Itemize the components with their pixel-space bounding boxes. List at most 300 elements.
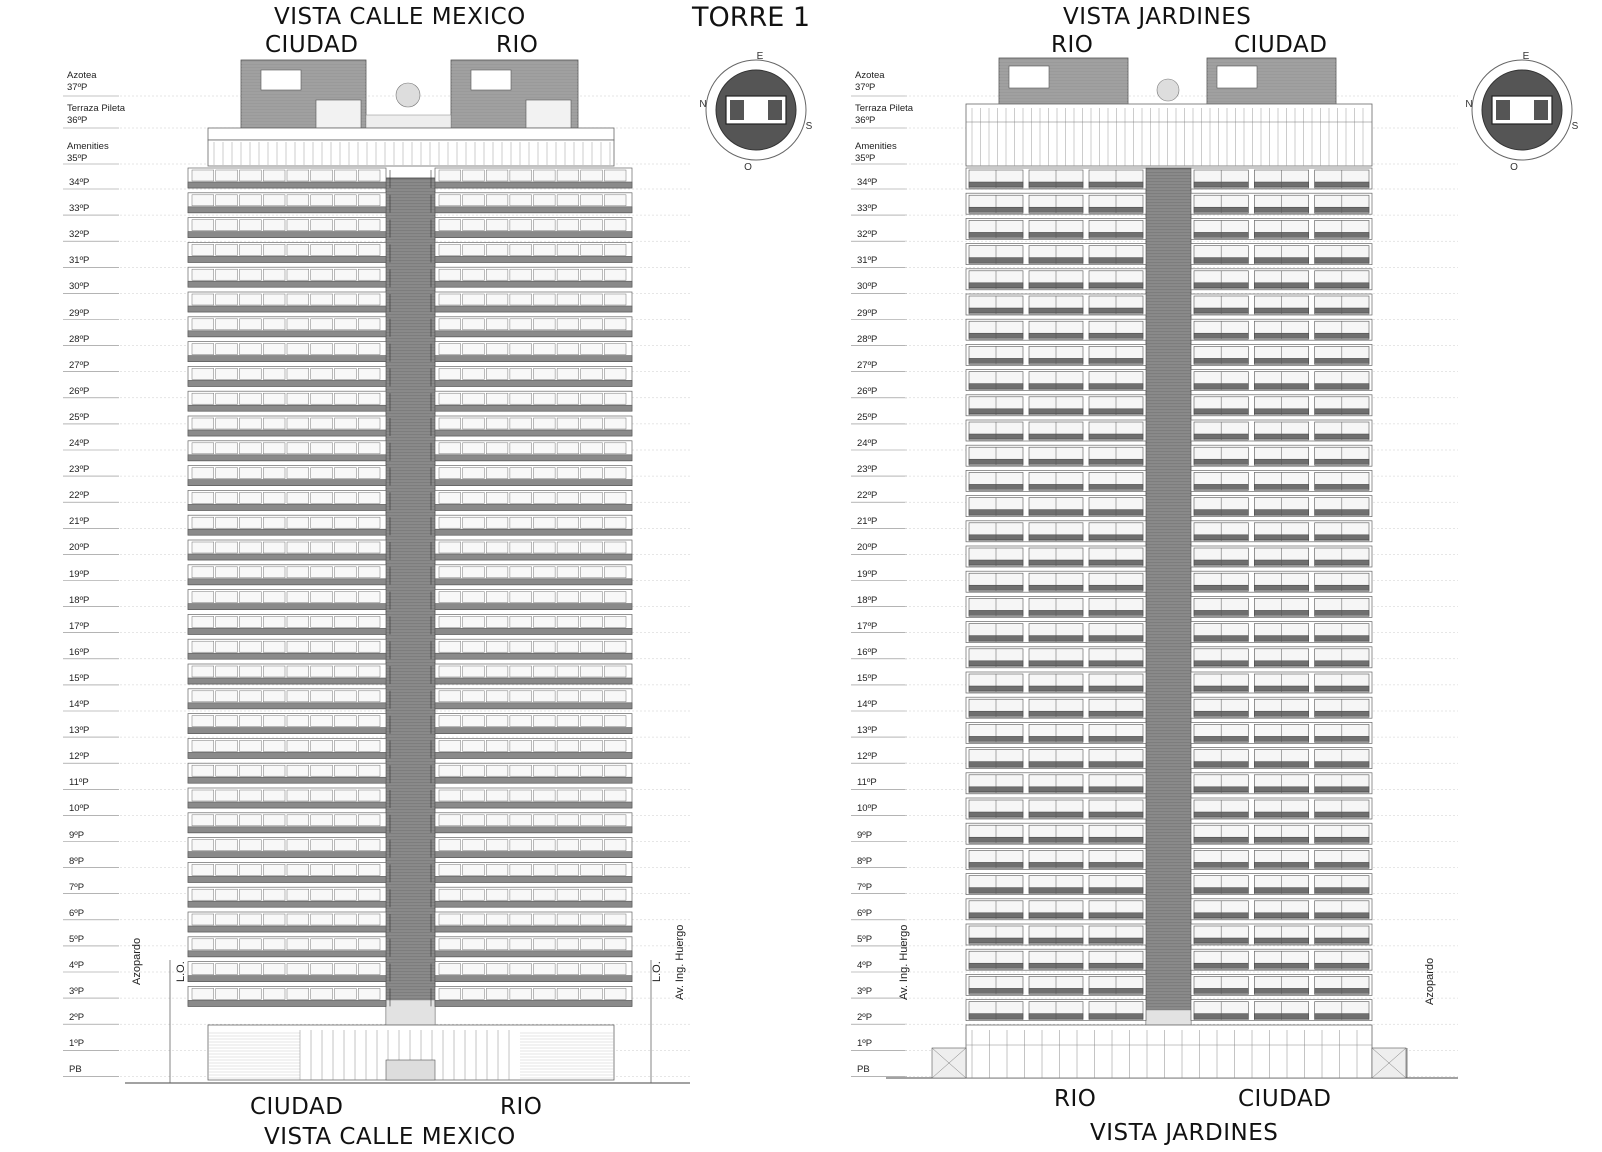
left-window <box>358 393 380 404</box>
left-window <box>581 517 603 528</box>
left-window <box>287 716 309 727</box>
left-window <box>311 170 333 181</box>
left-floor-label: 11ºP <box>69 777 89 789</box>
left-floor-label: 10ºP <box>69 803 90 815</box>
left-balcony-slab <box>188 331 386 337</box>
left-window <box>263 964 285 975</box>
left-window <box>263 914 285 925</box>
left-window <box>557 815 579 826</box>
left-balcony-slab <box>435 728 632 734</box>
left-window <box>534 914 556 925</box>
left-balcony-slab <box>188 182 386 188</box>
left-window <box>604 244 626 255</box>
left-balcony-slab <box>435 207 632 213</box>
left-window <box>534 220 556 231</box>
left-floor-label: 32ºP <box>69 229 90 241</box>
left-window <box>557 765 579 776</box>
right-floor-label: 29ºP <box>857 307 878 319</box>
left-window <box>463 542 485 553</box>
left-window <box>439 195 461 206</box>
left-window <box>216 889 238 900</box>
left-window <box>192 269 214 280</box>
left-window <box>510 666 532 677</box>
left-balcony-slab <box>188 951 386 957</box>
left-window <box>287 840 309 851</box>
left-window <box>358 964 380 975</box>
right-floor-label: 18ºP <box>857 594 878 606</box>
left-street-west: Azopardo <box>131 937 143 985</box>
right-top-side-a: RIO <box>1051 32 1094 58</box>
left-balcony-slab <box>188 207 386 213</box>
left-window <box>557 492 579 503</box>
left-window <box>534 393 556 404</box>
right-core-shaft <box>1146 168 1191 1053</box>
left-window <box>311 344 333 355</box>
left-balcony-slab <box>435 579 632 585</box>
left-compass-e: E <box>756 51 764 62</box>
left-window <box>486 939 508 950</box>
left-lo-mark-east: L.O. <box>651 961 663 982</box>
left-window <box>240 244 262 255</box>
left-balcony-slab <box>435 827 632 833</box>
right-floor-label: 32ºP <box>857 229 878 241</box>
left-window <box>510 244 532 255</box>
left-window <box>604 468 626 479</box>
left-window <box>287 790 309 801</box>
right-floor-label: 3ºP <box>857 986 873 998</box>
left-window <box>311 244 333 255</box>
left-window <box>557 195 579 206</box>
left-window <box>311 740 333 751</box>
left-window <box>557 468 579 479</box>
left-window <box>463 344 485 355</box>
left-window <box>581 815 603 826</box>
left-window <box>604 864 626 875</box>
left-window <box>534 666 556 677</box>
left-window <box>192 170 214 181</box>
right-core-base <box>1146 1010 1191 1025</box>
left-window <box>439 418 461 429</box>
left-window <box>358 840 380 851</box>
left-window <box>240 889 262 900</box>
left-window <box>263 889 285 900</box>
left-window <box>557 244 579 255</box>
left-window <box>263 344 285 355</box>
left-window <box>335 468 357 479</box>
left-window <box>604 716 626 727</box>
left-balcony-slab <box>188 852 386 858</box>
left-roof-door <box>526 100 571 128</box>
left-window <box>486 691 508 702</box>
left-floor-label: 24ºP <box>69 438 90 449</box>
left-window <box>439 964 461 975</box>
left-window <box>287 368 309 379</box>
left-floor-label: 15ºP <box>69 672 90 684</box>
left-window <box>335 666 357 677</box>
left-window <box>287 815 309 826</box>
left-balcony-slab <box>435 480 632 486</box>
left-window <box>581 418 603 429</box>
left-window <box>439 592 461 603</box>
left-balcony-slab <box>435 232 632 238</box>
left-window <box>192 443 214 454</box>
left-balcony-slab <box>435 504 632 510</box>
left-window <box>287 244 309 255</box>
left-window <box>335 517 357 528</box>
left-window <box>335 492 357 503</box>
left-window <box>358 468 380 479</box>
left-balcony-slab <box>188 529 386 535</box>
left-window <box>510 443 532 454</box>
left-balcony-slab <box>188 703 386 709</box>
left-window <box>311 988 333 999</box>
right-level-name: Azotea <box>855 70 885 81</box>
left-window <box>358 294 380 305</box>
left-window <box>287 195 309 206</box>
left-window <box>335 244 357 255</box>
left-window <box>192 691 214 702</box>
left-window <box>311 393 333 404</box>
left-floor-label: 26ºP <box>69 385 90 397</box>
left-window <box>463 319 485 330</box>
left-window <box>510 170 532 181</box>
left-window <box>263 368 285 379</box>
left-window <box>192 914 214 925</box>
left-window <box>534 790 556 801</box>
left-window <box>557 294 579 305</box>
left-window <box>335 418 357 429</box>
left-window <box>557 840 579 851</box>
left-window <box>510 988 532 999</box>
left-window <box>216 716 238 727</box>
left-window <box>604 889 626 900</box>
left-window <box>335 815 357 826</box>
left-window <box>486 666 508 677</box>
left-window <box>510 641 532 652</box>
left-top-side-b: RIO <box>496 32 539 58</box>
right-floor-label: 20ºP <box>857 542 878 554</box>
sheet-title: TORRE 1 <box>692 2 811 33</box>
left-floor-label: 25ºP <box>69 411 90 423</box>
left-window <box>557 443 579 454</box>
left-view-title-top: VISTA CALLE MEXICO <box>274 4 526 30</box>
left-window <box>358 864 380 875</box>
left-window <box>486 319 508 330</box>
left-window <box>358 418 380 429</box>
left-window <box>604 964 626 975</box>
left-window <box>510 195 532 206</box>
left-balcony-slab <box>435 256 632 262</box>
left-window <box>287 641 309 652</box>
right-compass-plan-block <box>1496 100 1510 120</box>
left-window <box>216 765 238 776</box>
left-window <box>311 691 333 702</box>
left-window <box>358 592 380 603</box>
left-floor-label: 23ºP <box>69 464 90 476</box>
left-window <box>335 988 357 999</box>
left-level-floor: 35ºP <box>67 153 88 164</box>
left-window <box>240 939 262 950</box>
left-window <box>192 542 214 553</box>
left-window <box>263 988 285 999</box>
left-window <box>263 244 285 255</box>
left-window <box>216 393 238 404</box>
left-balcony-slab <box>188 430 386 436</box>
left-window <box>311 765 333 776</box>
left-window <box>463 964 485 975</box>
left-floor-label: 28ºP <box>69 333 90 345</box>
left-window <box>557 616 579 627</box>
left-window <box>216 616 238 627</box>
right-tower-elevation <box>886 58 1458 1078</box>
left-window <box>534 815 556 826</box>
left-window <box>463 244 485 255</box>
left-window <box>240 988 262 999</box>
left-window <box>240 170 262 181</box>
left-balcony-slab <box>188 926 386 932</box>
left-floor-label: 9ºP <box>69 829 85 841</box>
right-floor-label: 13ºP <box>857 725 878 737</box>
left-window <box>240 765 262 776</box>
left-window <box>534 492 556 503</box>
left-window <box>287 294 309 305</box>
left-window <box>311 815 333 826</box>
left-balcony-slab <box>188 777 386 783</box>
right-floor-label: 34ºP <box>857 177 878 188</box>
left-window <box>463 914 485 925</box>
left-balcony-slab <box>435 777 632 783</box>
left-floor-label: 6ºP <box>69 907 85 919</box>
left-window <box>604 567 626 578</box>
left-window <box>192 864 214 875</box>
right-floor-label: 24ºP <box>857 438 878 449</box>
left-window <box>463 790 485 801</box>
left-floor-label: 33ºP <box>69 203 90 215</box>
left-window <box>311 269 333 280</box>
left-window <box>335 195 357 206</box>
left-window <box>439 269 461 280</box>
left-window <box>557 964 579 975</box>
left-window <box>263 195 285 206</box>
left-window <box>287 468 309 479</box>
left-floor-label: 4ºP <box>69 960 85 971</box>
left-window <box>335 790 357 801</box>
left-window <box>335 567 357 578</box>
left-window <box>192 815 214 826</box>
left-window <box>439 443 461 454</box>
left-window <box>534 294 556 305</box>
left-window <box>510 616 532 627</box>
left-window <box>192 939 214 950</box>
left-window <box>358 195 380 206</box>
left-window <box>263 468 285 479</box>
left-window <box>263 939 285 950</box>
left-window <box>510 567 532 578</box>
left-window <box>335 914 357 925</box>
left-window <box>581 964 603 975</box>
left-window <box>216 220 238 231</box>
left-window <box>358 765 380 776</box>
left-window <box>486 294 508 305</box>
left-window <box>510 939 532 950</box>
left-window <box>439 170 461 181</box>
left-window <box>534 368 556 379</box>
left-level-name: Amenities <box>67 141 109 152</box>
left-window <box>557 740 579 751</box>
left-window <box>335 220 357 231</box>
left-window <box>604 691 626 702</box>
left-balcony-slab <box>435 678 632 684</box>
left-window <box>358 988 380 999</box>
left-window <box>287 393 309 404</box>
left-window <box>463 195 485 206</box>
left-window <box>510 492 532 503</box>
left-window <box>463 889 485 900</box>
left-window <box>216 964 238 975</box>
left-window <box>604 592 626 603</box>
right-level-name: Terraza Pileta <box>855 103 914 114</box>
left-window <box>240 195 262 206</box>
left-window <box>192 220 214 231</box>
left-tower-elevation <box>125 60 690 1083</box>
right-floor-label: 2ºP <box>857 1012 873 1024</box>
left-floor-label: 1ºP <box>69 1038 85 1050</box>
left-floor-label: 31ºP <box>69 255 90 267</box>
left-window <box>240 592 262 603</box>
left-window <box>439 517 461 528</box>
left-bottom-side-a: CIUDAD <box>250 1094 344 1120</box>
left-window <box>463 567 485 578</box>
right-street-west: Av. Ing. Huergo <box>898 924 910 1000</box>
left-window <box>287 567 309 578</box>
right-floor-label: 23ºP <box>857 464 878 476</box>
left-window <box>486 170 508 181</box>
right-floor-label: 7ºP <box>857 881 873 893</box>
right-compass-s: S <box>1571 121 1579 132</box>
left-window <box>581 319 603 330</box>
left-window <box>287 220 309 231</box>
left-balcony-slab <box>435 976 632 982</box>
left-window <box>510 393 532 404</box>
left-window <box>287 889 309 900</box>
left-window <box>311 542 333 553</box>
left-window <box>287 443 309 454</box>
left-pool-terrace <box>366 115 451 128</box>
left-window <box>534 195 556 206</box>
left-balcony-slab <box>188 256 386 262</box>
left-window <box>311 468 333 479</box>
right-view-title-bottom: VISTA JARDINES <box>1090 1120 1279 1146</box>
left-window <box>581 170 603 181</box>
left-window <box>463 443 485 454</box>
left-window <box>335 344 357 355</box>
left-window <box>534 641 556 652</box>
left-balcony-slab <box>435 380 632 386</box>
left-tree-icon <box>396 83 420 107</box>
left-amenities-level <box>208 140 614 166</box>
left-window <box>604 840 626 851</box>
left-window <box>311 790 333 801</box>
right-compass-e: E <box>1522 51 1530 62</box>
left-window <box>534 964 556 975</box>
left-window <box>463 492 485 503</box>
left-window <box>192 567 214 578</box>
left-balcony-slab <box>435 356 632 362</box>
left-window <box>240 269 262 280</box>
left-level-name: Azotea <box>67 70 97 81</box>
left-window <box>463 294 485 305</box>
left-window <box>486 418 508 429</box>
left-window <box>604 641 626 652</box>
left-window <box>335 840 357 851</box>
right-level-floor: 36ºP <box>855 115 876 126</box>
left-window <box>287 864 309 875</box>
left-window <box>240 468 262 479</box>
left-window <box>486 790 508 801</box>
left-window <box>192 716 214 727</box>
left-window <box>510 964 532 975</box>
left-window <box>311 319 333 330</box>
left-window <box>534 319 556 330</box>
left-balcony-slab <box>188 306 386 312</box>
left-balcony-slab <box>435 281 632 287</box>
left-window <box>581 344 603 355</box>
left-balcony-slab <box>188 728 386 734</box>
left-window <box>486 765 508 776</box>
left-level-floor: 36ºP <box>67 115 88 126</box>
left-window <box>486 443 508 454</box>
left-window <box>263 740 285 751</box>
left-window <box>581 641 603 652</box>
left-window <box>534 864 556 875</box>
left-balcony-slab <box>188 480 386 486</box>
left-window <box>311 616 333 627</box>
left-window <box>439 716 461 727</box>
left-window <box>439 220 461 231</box>
left-window <box>581 195 603 206</box>
left-window <box>311 443 333 454</box>
left-window <box>510 914 532 925</box>
left-floor-label: 8ºP <box>69 855 85 867</box>
left-window <box>311 368 333 379</box>
left-window <box>335 765 357 776</box>
left-window <box>439 988 461 999</box>
left-window <box>557 914 579 925</box>
left-window <box>263 393 285 404</box>
left-window <box>311 418 333 429</box>
right-roof-opening <box>1009 66 1049 88</box>
right-floor-label: PB <box>857 1064 870 1076</box>
left-window <box>486 368 508 379</box>
left-window <box>358 691 380 702</box>
left-window <box>439 542 461 553</box>
right-floor-label: 10ºP <box>857 803 878 815</box>
left-floor-label: 19ºP <box>69 568 90 580</box>
left-floor-label: 13ºP <box>69 725 90 737</box>
left-window <box>534 468 556 479</box>
left-window <box>486 244 508 255</box>
left-window <box>581 443 603 454</box>
left-window <box>581 542 603 553</box>
left-window <box>557 691 579 702</box>
left-window <box>287 939 309 950</box>
left-window <box>311 939 333 950</box>
left-window <box>263 765 285 776</box>
left-window <box>216 244 238 255</box>
left-window <box>311 195 333 206</box>
left-window <box>581 393 603 404</box>
left-window <box>311 864 333 875</box>
